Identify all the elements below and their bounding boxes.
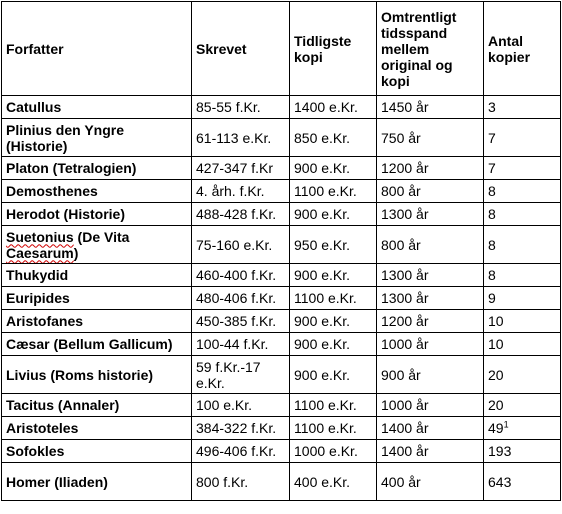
written-cell: 75-160 e.Kr. bbox=[192, 226, 290, 264]
table-row bbox=[2, 417, 561, 440]
time-span-cell: 1000 år bbox=[377, 333, 484, 356]
author-cell: Catullus bbox=[2, 96, 192, 119]
earliest-copy-cell: 900 e.Kr. bbox=[290, 203, 377, 226]
copy-count-value: 49 bbox=[488, 420, 504, 436]
author-cell: Tacitus (Annaler) bbox=[2, 394, 192, 417]
earliest-copy-cell: 850 e.Kr. bbox=[290, 119, 377, 157]
written-cell: 496-406 f.Kr. bbox=[192, 440, 290, 463]
time-span-cell: 1200 år bbox=[377, 310, 484, 333]
table-row bbox=[2, 287, 561, 310]
time-span-cell: 1200 år bbox=[377, 157, 484, 180]
time-span-cell: 1000 år bbox=[377, 394, 484, 417]
author-cell: Aristoteles bbox=[2, 417, 192, 440]
table-row bbox=[2, 119, 561, 157]
written-cell: 100-44 f.Kr. bbox=[192, 333, 290, 356]
table-row bbox=[2, 356, 561, 394]
written-cell: 4. årh. f.Kr. bbox=[192, 180, 290, 203]
author-cell: Cæsar (Bellum Gallicum) bbox=[2, 333, 192, 356]
author-cell bbox=[2, 226, 192, 264]
author-cell: Sofokles bbox=[2, 440, 192, 463]
copy-count-cell: 10 bbox=[484, 333, 561, 356]
copy-count-cell: 7 bbox=[484, 119, 561, 157]
table-row bbox=[2, 157, 561, 180]
copy-count-cell: 20 bbox=[484, 356, 561, 394]
time-span-cell: 1300 år bbox=[377, 264, 484, 287]
table-row bbox=[2, 440, 561, 463]
table-row bbox=[2, 96, 561, 119]
header-row bbox=[2, 2, 561, 96]
earliest-copy-cell: 900 e.Kr. bbox=[290, 356, 377, 394]
written-cell: 384-322 f.Kr. bbox=[192, 417, 290, 440]
time-span-cell: 750 år bbox=[377, 119, 484, 157]
copy-count-cell bbox=[484, 417, 561, 440]
author-cell: Livius (Roms historie) bbox=[2, 356, 192, 394]
header-time-span: Omtrentligt tidsspand mellem original og kopi bbox=[377, 2, 484, 96]
copy-count-cell: 643 bbox=[484, 463, 561, 501]
copy-count-cell: 8 bbox=[484, 264, 561, 287]
author-cell: Aristofanes bbox=[2, 310, 192, 333]
table-row bbox=[2, 264, 561, 287]
copy-count-cell: 193 bbox=[484, 440, 561, 463]
header-author: Forfatter bbox=[2, 2, 192, 96]
manuscript-table bbox=[1, 1, 561, 501]
copy-count-cell: 10 bbox=[484, 310, 561, 333]
earliest-copy-cell: 950 e.Kr. bbox=[290, 226, 377, 264]
written-cell: 488-428 f.Kr. bbox=[192, 203, 290, 226]
time-span-cell: 1300 år bbox=[377, 203, 484, 226]
table-row bbox=[2, 310, 561, 333]
written-cell: 61-113 e.Kr. bbox=[192, 119, 290, 157]
table-row bbox=[2, 203, 561, 226]
copy-count-cell: 8 bbox=[484, 226, 561, 264]
time-span-cell: 800 år bbox=[377, 226, 484, 264]
author-name-part: (De Vita bbox=[73, 228, 130, 245]
copy-count-cell: 9 bbox=[484, 287, 561, 310]
table-row bbox=[2, 394, 561, 417]
header-copy-count: Antal kopier bbox=[484, 2, 561, 96]
written-cell: 800 f.Kr. bbox=[192, 463, 290, 501]
time-span-cell: 1450 år bbox=[377, 96, 484, 119]
author-name-part: Suetonius bbox=[6, 228, 74, 245]
time-span-cell: 800 år bbox=[377, 180, 484, 203]
earliest-copy-cell: 1100 e.Kr. bbox=[290, 287, 377, 310]
author-cell: Thukydid bbox=[2, 264, 192, 287]
copy-count-cell: 8 bbox=[484, 180, 561, 203]
written-cell: 59 f.Kr.-17 e.Kr. bbox=[192, 356, 290, 394]
copy-count-cell: 7 bbox=[484, 157, 561, 180]
copy-count-cell: 3 bbox=[484, 96, 561, 119]
earliest-copy-cell: 400 e.Kr. bbox=[290, 463, 377, 501]
table-row bbox=[2, 463, 561, 501]
earliest-copy-cell: 900 e.Kr. bbox=[290, 333, 377, 356]
table-row bbox=[2, 180, 561, 203]
time-span-cell: 1400 år bbox=[377, 440, 484, 463]
earliest-copy-cell: 1000 e.Kr. bbox=[290, 440, 377, 463]
earliest-copy-cell: 1100 e.Kr. bbox=[290, 394, 377, 417]
author-cell: Homer (Iliaden) bbox=[2, 463, 192, 501]
copy-count-cell: 8 bbox=[484, 203, 561, 226]
written-cell: 450-385 f.Kr. bbox=[192, 310, 290, 333]
time-span-cell: 900 år bbox=[377, 356, 484, 394]
author-cell: Herodot (Historie) bbox=[2, 203, 192, 226]
header-earliest-copy: Tidligste kopi bbox=[290, 2, 377, 96]
written-cell: 427-347 f.Kr bbox=[192, 157, 290, 180]
earliest-copy-cell: 900 e.Kr. bbox=[290, 264, 377, 287]
time-span-cell: 1400 år bbox=[377, 417, 484, 440]
author-name-part: ) bbox=[73, 244, 79, 261]
earliest-copy-cell: 900 e.Kr. bbox=[290, 157, 377, 180]
earliest-copy-cell: 1100 e.Kr. bbox=[290, 417, 377, 440]
author-cell: Platon (Tetralogien) bbox=[2, 157, 192, 180]
written-cell: 460-400 f.Kr. bbox=[192, 264, 290, 287]
author-name-part: Caesarum bbox=[6, 244, 74, 261]
time-span-cell: 1300 år bbox=[377, 287, 484, 310]
earliest-copy-cell: 1100 e.Kr. bbox=[290, 180, 377, 203]
copy-count-cell: 20 bbox=[484, 394, 561, 417]
earliest-copy-cell: 900 e.Kr. bbox=[290, 310, 377, 333]
footnote-marker: 1 bbox=[503, 419, 509, 430]
written-cell: 100 e.Kr. bbox=[192, 394, 290, 417]
author-cell: Plinius den Yngre (Historie) bbox=[2, 119, 192, 157]
written-cell: 85-55 f.Kr. bbox=[192, 96, 290, 119]
time-span-cell: 400 år bbox=[377, 463, 484, 501]
author-cell: Euripides bbox=[2, 287, 192, 310]
author-cell: Demosthenes bbox=[2, 180, 192, 203]
header-written: Skrevet bbox=[192, 2, 290, 96]
table-row bbox=[2, 226, 561, 264]
table-row bbox=[2, 333, 561, 356]
written-cell: 480-406 f.Kr. bbox=[192, 287, 290, 310]
earliest-copy-cell: 1400 e.Kr. bbox=[290, 96, 377, 119]
